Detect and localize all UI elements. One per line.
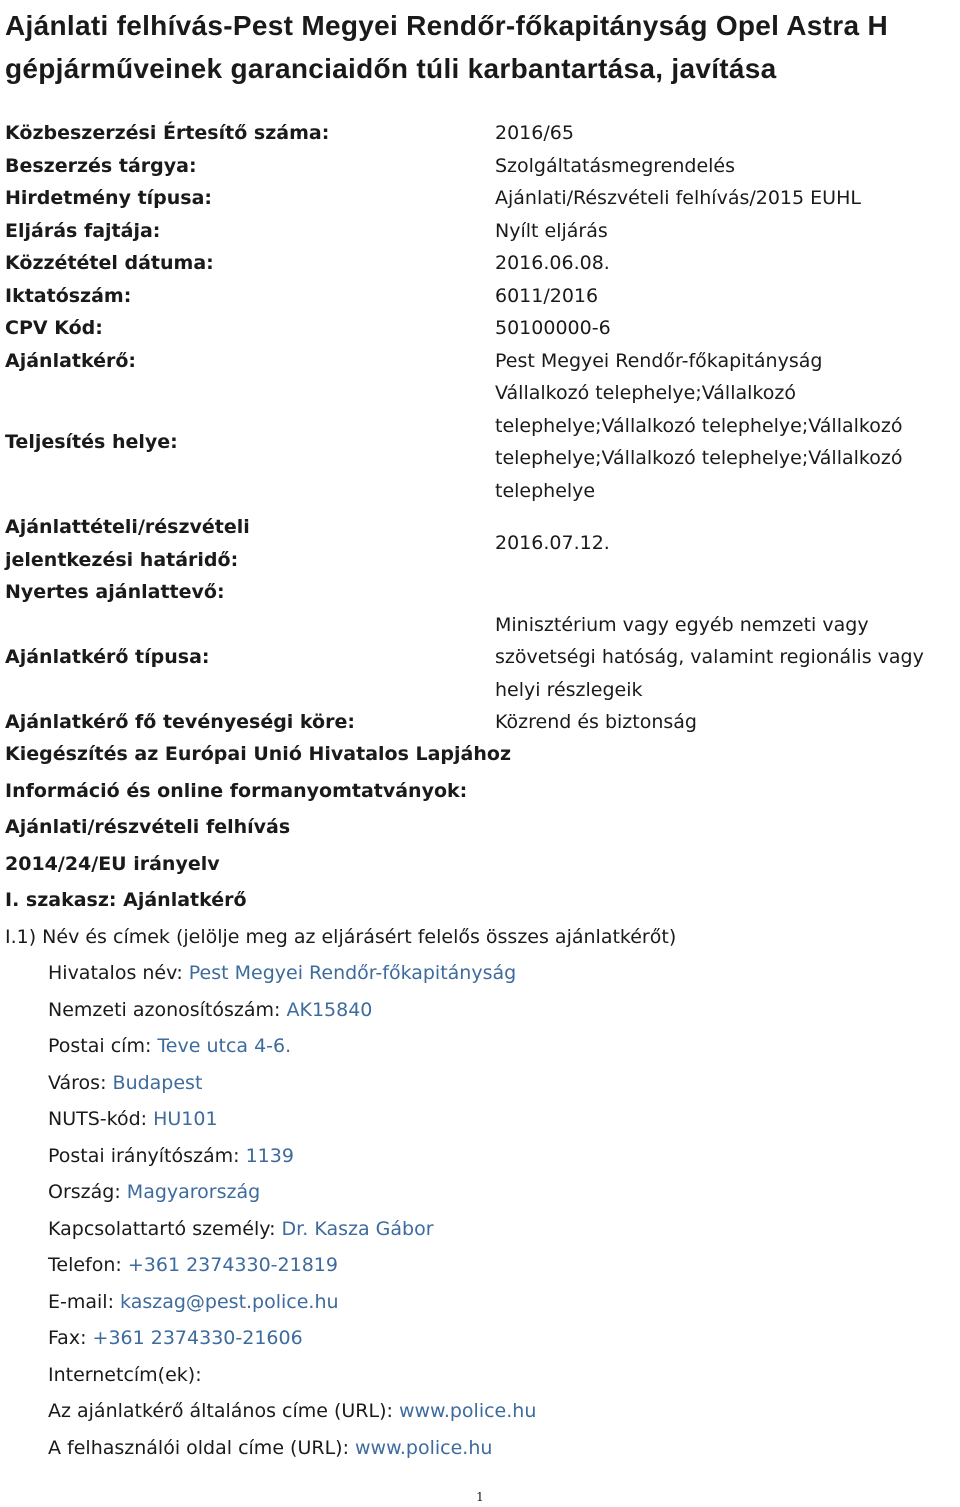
summary-row (5, 280, 960, 313)
detail-value: Pest Megyei Rendőr-főkapitányság (188, 962, 517, 984)
detail-label: E-mail: (48, 1290, 114, 1313)
summary-row (5, 312, 960, 345)
detail-row (5, 1101, 955, 1138)
info-forms-heading: Információ és online formanyomtatványok: (5, 779, 468, 802)
summary-label: Nyertes ajánlattevő: (5, 581, 225, 603)
notice-section (5, 736, 955, 1466)
summary-label: Ajánlatkérő: (5, 349, 137, 372)
supplement-heading: Kiegészítés az Európai Unió Hivatalos Lapjához (5, 743, 512, 765)
subsection-title: I.1) Név és címek (jelölje meg az eljárásért felelős összes ajánlatkérőt) (5, 925, 677, 948)
page-title: Ajánlati felhívás-Pest Megyei Rendőr-főkapitányság Opel Astra H gépjárműveinek garanciaidőn túli karbantartása, javítása (5, 10, 888, 84)
summary-row (5, 345, 960, 378)
summary-value: Közrend és biztonság (495, 711, 697, 733)
summary-label: Ajánlatkérő fő tevényeségi köre: (5, 711, 355, 733)
page-number: 1 (476, 1490, 484, 1504)
summary-row (5, 706, 960, 739)
detail-row (5, 955, 955, 992)
detail-row (5, 1320, 955, 1357)
detail-label: Telefon: (48, 1254, 122, 1276)
summary-row (5, 215, 960, 248)
directive-heading: 2014/24/EU irányelv (5, 852, 220, 875)
summary-label: Teljesítés helye: (5, 430, 178, 453)
summary-label: Ajánlatkérő típusa: (5, 646, 210, 668)
summary-row (5, 576, 960, 609)
summary-table (5, 117, 960, 739)
summary-row (5, 609, 960, 707)
summary-label: Eljárás fajtája: (5, 219, 161, 242)
detail-value: HU101 (153, 1108, 218, 1130)
detail-value-prefix: Dr. (281, 1217, 309, 1240)
summary-value: Pest Megyei Rendőr-főkapitányság (495, 349, 823, 372)
detail-row (5, 1138, 955, 1175)
detail-value: Budapest (112, 1071, 203, 1094)
detail-row (5, 1284, 955, 1321)
detail-label: Hivatalos név: (48, 962, 183, 984)
general-url-link[interactable]: www.police.hu (398, 1400, 537, 1422)
detail-row (5, 992, 955, 1029)
detail-value: Magyarország (126, 1181, 261, 1203)
notice-type-heading: Ajánlati/részvételi felhívás (5, 816, 291, 838)
detail-label: Postai cím: (48, 1035, 152, 1057)
summary-label: Közbeszerzési Értesítő száma: (5, 122, 330, 144)
detail-row (5, 1430, 955, 1467)
detail-value: AK15840 (286, 998, 373, 1021)
summary-row (5, 182, 960, 215)
summary-value: Szolgáltatásmegrendelés (495, 154, 736, 177)
fax-value: +361 2374330-21606 (92, 1327, 303, 1349)
detail-label: Kapcsolattartó személy: (48, 1217, 276, 1240)
summary-value: Ajánlati/Részvételi felhívás/2015 EUHL (495, 187, 861, 209)
detail-label: Város: (48, 1071, 107, 1094)
summary-label: Beszerzés tárgya: (5, 154, 197, 177)
summary-value: Vállalkozó telephelye;Vállalkozó telephelye;Vállalkozó telephelye;Vállalkozó telephelye;Vállalkozó telephelye;Vállalkozó telephelye (495, 382, 903, 502)
summary-row (5, 511, 960, 576)
email-link[interactable]: kaszag@pest.police.hu (120, 1290, 339, 1313)
buyer-profile-url-link[interactable]: www.police.hu (355, 1436, 493, 1459)
detail-row (5, 1028, 955, 1065)
summary-label: Közzététel dátuma: (5, 252, 214, 274)
detail-row (5, 1357, 955, 1394)
detail-row (5, 1211, 955, 1248)
summary-value: Nyílt eljárás (495, 219, 608, 242)
detail-label: Nemzeti azonosítószám: (48, 998, 281, 1021)
summary-value: 2016/65 (495, 122, 574, 144)
detail-value: Kasza Gábor (314, 1217, 434, 1240)
phone-link[interactable]: +361 2374330-21819 (127, 1254, 338, 1276)
detail-label: Fax: (48, 1327, 87, 1349)
detail-label: A felhasználói oldal címe (URL): (48, 1436, 349, 1459)
detail-value: 1139 (245, 1144, 294, 1167)
detail-label: Internetcím(ek): (48, 1363, 202, 1386)
section-title: I. szakasz: Ajánlatkérő (5, 889, 247, 911)
summary-row (5, 150, 960, 183)
summary-label: Iktatószám: (5, 284, 132, 307)
detail-row (5, 1174, 955, 1211)
summary-value: 50100000-6 (495, 317, 611, 339)
summary-value: 2016.06.08. (495, 252, 610, 274)
summary-row (5, 247, 960, 280)
detail-label: NUTS-kód: (48, 1108, 148, 1130)
summary-row (5, 377, 960, 507)
detail-row (5, 1247, 955, 1284)
detail-value: Teve utca 4-6. (157, 1035, 292, 1057)
summary-value: 2016.07.12. (495, 532, 610, 555)
summary-value: Minisztérium vagy egyéb nemzeti vagy szövetségi hatóság, valamint regionális vagy helyi részlegeik (495, 613, 924, 701)
summary-label: Ajánlattételi/részvételi jelentkezési határidő: (5, 516, 250, 571)
detail-row (5, 1393, 955, 1430)
summary-row (5, 117, 960, 150)
detail-label: Ország: (48, 1181, 121, 1203)
summary-label: CPV Kód: (5, 317, 103, 339)
detail-row (5, 1065, 955, 1102)
detail-label: Postai irányítószám: (48, 1144, 240, 1167)
summary-value: 6011/2016 (495, 284, 599, 307)
summary-value (495, 576, 960, 609)
detail-label: Az ajánlatkérő általános címe (URL): (48, 1400, 393, 1422)
summary-label: Hirdetmény típusa: (5, 187, 213, 209)
